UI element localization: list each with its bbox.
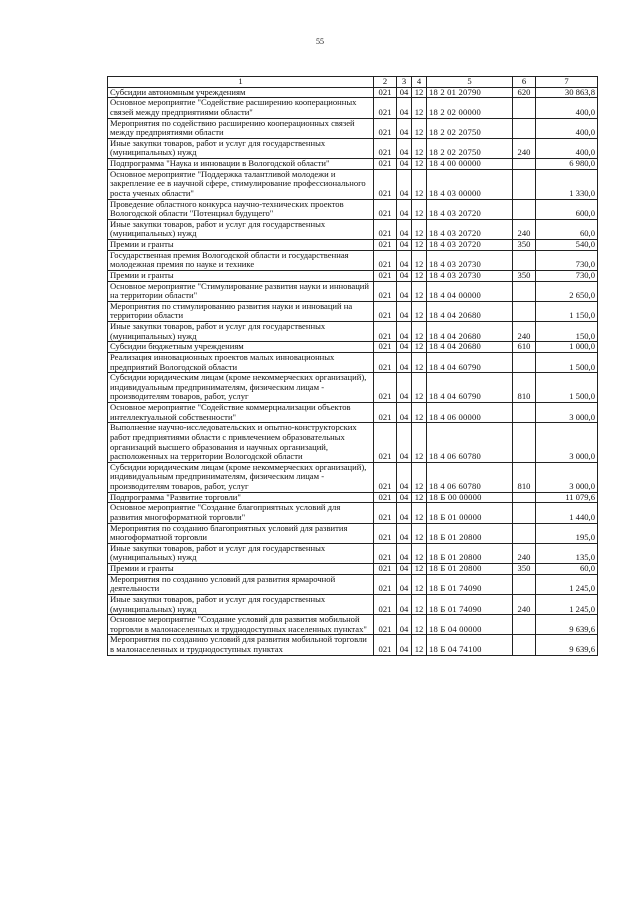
expense-type-cell: 610 <box>513 342 536 353</box>
subsection-code-cell: 12 <box>412 281 427 301</box>
section-code-cell: 04 <box>397 615 412 635</box>
subsection-code-cell: 12 <box>412 373 427 403</box>
row-name-cell: Основное мероприятие "Стимулирование развития науки и инноваций на территории области" <box>108 281 374 301</box>
grbs-code-cell: 021 <box>374 240 397 251</box>
subsection-code-cell: 12 <box>412 98 427 118</box>
row-name-cell: Иные закупки товаров, работ и услуг для государственных (муниципальных) нужд <box>108 219 374 239</box>
expense-type-cell: 350 <box>513 564 536 575</box>
target-article-cell: 18 Б 01 20800 <box>427 543 513 563</box>
target-article-cell: 18 4 03 20720 <box>427 199 513 219</box>
table-row <box>108 322 598 342</box>
section-code-cell: 04 <box>397 322 412 342</box>
row-name-cell: Основное мероприятие "Поддержка талантливой молодежи и закрепление ее в научной сфере, стимулирование профессионального роста ученых области" <box>108 169 374 199</box>
subsection-code-cell: 12 <box>412 635 427 655</box>
row-name-cell: Иные закупки товаров, работ и услуг для государственных (муниципальных) нужд <box>108 322 374 342</box>
section-code-cell: 04 <box>397 523 412 543</box>
row-name-cell: Мероприятия по созданию благоприятных условий для развития многоформатной торговли <box>108 523 374 543</box>
table-row <box>108 98 598 118</box>
column-header: 2 <box>374 77 397 88</box>
table-row <box>108 240 598 251</box>
grbs-code-cell: 021 <box>374 423 397 463</box>
section-code-cell: 04 <box>397 574 412 594</box>
subsection-code-cell: 12 <box>412 118 427 138</box>
expense-type-cell <box>513 250 536 270</box>
column-header: 7 <box>536 77 598 88</box>
subsection-code-cell: 12 <box>412 250 427 270</box>
section-code-cell: 04 <box>397 301 412 321</box>
section-code-cell: 04 <box>397 159 412 170</box>
amount-cell: 1 245,0 <box>536 574 598 594</box>
table-row <box>108 199 598 219</box>
amount-cell: 1 500,0 <box>536 352 598 372</box>
target-article-cell: 18 4 03 20730 <box>427 270 513 281</box>
section-code-cell: 04 <box>397 635 412 655</box>
table-row <box>108 219 598 239</box>
amount-cell: 195,0 <box>536 523 598 543</box>
target-article-cell: 18 4 04 00000 <box>427 281 513 301</box>
subsection-code-cell: 12 <box>412 564 427 575</box>
table-row <box>108 169 598 199</box>
target-article-cell: 18 4 04 20680 <box>427 342 513 353</box>
target-article-cell: 18 4 04 20680 <box>427 301 513 321</box>
amount-cell: 1 150,0 <box>536 301 598 321</box>
grbs-code-cell: 021 <box>374 199 397 219</box>
row-name-cell: Иные закупки товаров, работ и услуг для государственных (муниципальных) нужд <box>108 138 374 158</box>
amount-cell: 60,0 <box>536 564 598 575</box>
table-row <box>108 635 598 655</box>
subsection-code-cell: 12 <box>412 403 427 423</box>
table-row <box>108 250 598 270</box>
target-article-cell: 18 4 06 00000 <box>427 403 513 423</box>
table-row <box>108 301 598 321</box>
amount-cell: 3 000,0 <box>536 462 598 492</box>
section-code-cell: 04 <box>397 492 412 503</box>
grbs-code-cell: 021 <box>374 574 397 594</box>
grbs-code-cell: 021 <box>374 219 397 239</box>
expense-type-cell: 810 <box>513 462 536 492</box>
target-article-cell: 18 4 04 20680 <box>427 322 513 342</box>
amount-cell: 2 650,0 <box>536 281 598 301</box>
table-row <box>108 281 598 301</box>
subsection-code-cell: 12 <box>412 615 427 635</box>
section-code-cell: 04 <box>397 169 412 199</box>
expense-type-cell <box>513 169 536 199</box>
expense-type-cell <box>513 98 536 118</box>
subsection-code-cell: 12 <box>412 240 427 251</box>
expense-type-cell: 240 <box>513 138 536 158</box>
table-row <box>108 574 598 594</box>
expense-type-cell <box>513 574 536 594</box>
table-row <box>108 594 598 614</box>
section-code-cell: 04 <box>397 423 412 463</box>
expense-type-cell: 350 <box>513 240 536 251</box>
target-article-cell: 18 4 03 20720 <box>427 240 513 251</box>
target-article-cell: 18 2 02 00000 <box>427 98 513 118</box>
target-article-cell: 18 Б 01 00000 <box>427 503 513 523</box>
amount-cell: 730,0 <box>536 270 598 281</box>
grbs-code-cell: 021 <box>374 118 397 138</box>
section-code-cell: 04 <box>397 503 412 523</box>
subsection-code-cell: 12 <box>412 352 427 372</box>
table-row <box>108 423 598 463</box>
amount-cell: 150,0 <box>536 322 598 342</box>
target-article-cell: 18 Б 01 74090 <box>427 574 513 594</box>
row-name-cell: Иные закупки товаров, работ и услуг для государственных (муниципальных) нужд <box>108 594 374 614</box>
expense-type-cell <box>513 159 536 170</box>
section-code-cell: 04 <box>397 594 412 614</box>
row-name-cell: Иные закупки товаров, работ и услуг для государственных (муниципальных) нужд <box>108 543 374 563</box>
row-name-cell: Мероприятия по созданию условий для развития ярмарочной деятельности <box>108 574 374 594</box>
table-row <box>108 138 598 158</box>
amount-cell: 400,0 <box>536 98 598 118</box>
section-code-cell: 04 <box>397 199 412 219</box>
expense-type-cell <box>513 523 536 543</box>
column-header: 4 <box>412 77 427 88</box>
target-article-cell: 18 4 06 60780 <box>427 462 513 492</box>
amount-cell: 1 245,0 <box>536 594 598 614</box>
amount-cell: 135,0 <box>536 543 598 563</box>
target-article-cell: 18 4 03 20730 <box>427 250 513 270</box>
grbs-code-cell: 021 <box>374 159 397 170</box>
grbs-code-cell: 021 <box>374 403 397 423</box>
grbs-code-cell: 021 <box>374 301 397 321</box>
row-name-cell: Основное мероприятие "Создание условий для развития мобильной торговли в малонаселенных и труднодоступных населенных пунктах" <box>108 615 374 635</box>
row-name-cell: Мероприятия по созданию условий для развития мобильной торговли в малонаселенных и труднодоступных пунктах <box>108 635 374 655</box>
table-row <box>108 270 598 281</box>
grbs-code-cell: 021 <box>374 492 397 503</box>
section-code-cell: 04 <box>397 342 412 353</box>
row-name-cell: Премии и гранты <box>108 240 374 251</box>
grbs-code-cell: 021 <box>374 352 397 372</box>
row-name-cell: Подпрограмма "Наука и инновации в Вологодской области" <box>108 159 374 170</box>
row-name-cell: Премии и гранты <box>108 270 374 281</box>
section-code-cell: 04 <box>397 352 412 372</box>
row-name-cell: Субсидии юридическим лицам (кроме некоммерческих организаций), индивидуальным предпринимателям, физическим лицам - производителям товаров, работ, услуг <box>108 462 374 492</box>
grbs-code-cell: 021 <box>374 322 397 342</box>
subsection-code-cell: 12 <box>412 492 427 503</box>
grbs-code-cell: 021 <box>374 250 397 270</box>
table-row <box>108 352 598 372</box>
expense-type-cell: 240 <box>513 219 536 239</box>
table-row <box>108 523 598 543</box>
row-name-cell: Проведение областного конкурса научно-технических проектов Вологодской области "Потенциал будущего" <box>108 199 374 219</box>
section-code-cell: 04 <box>397 118 412 138</box>
subsection-code-cell: 12 <box>412 462 427 492</box>
subsection-code-cell: 12 <box>412 159 427 170</box>
row-name-cell: Государственная премия Вологодской области и государственная молодежная премия по науке и технике <box>108 250 374 270</box>
row-name-cell: Субсидии юридическим лицам (кроме некоммерческих организаций), индивидуальным предпринимателям, физическим лицам - производителям товаров, работ, услуг <box>108 373 374 403</box>
section-code-cell: 04 <box>397 138 412 158</box>
table-row <box>108 159 598 170</box>
amount-cell: 3 000,0 <box>536 423 598 463</box>
row-name-cell: Выполнение научно-исследовательских и опытно-конструкторских работ предприятиями области с привлечением образовательных организаций высшего образования и научных организаций, расположенных на территории Вологодской области <box>108 423 374 463</box>
expense-type-cell: 240 <box>513 322 536 342</box>
grbs-code-cell: 021 <box>374 543 397 563</box>
section-code-cell: 04 <box>397 240 412 251</box>
subsection-code-cell: 12 <box>412 523 427 543</box>
amount-cell: 1 500,0 <box>536 373 598 403</box>
subsection-code-cell: 12 <box>412 322 427 342</box>
table-body <box>108 87 598 655</box>
table-row <box>108 503 598 523</box>
amount-cell: 1 330,0 <box>536 169 598 199</box>
expense-type-cell <box>513 301 536 321</box>
subsection-code-cell: 12 <box>412 342 427 353</box>
table-header-row <box>108 77 598 88</box>
grbs-code-cell: 021 <box>374 138 397 158</box>
column-header: 3 <box>397 77 412 88</box>
table-row <box>108 118 598 138</box>
grbs-code-cell: 021 <box>374 169 397 199</box>
row-name-cell: Основное мероприятие "Создание благоприятных условий для развития многоформатной торговли" <box>108 503 374 523</box>
section-code-cell: 04 <box>397 98 412 118</box>
section-code-cell: 04 <box>397 270 412 281</box>
amount-cell: 9 639,6 <box>536 615 598 635</box>
section-code-cell: 04 <box>397 281 412 301</box>
subsection-code-cell: 12 <box>412 503 427 523</box>
subsection-code-cell: 12 <box>412 219 427 239</box>
row-name-cell: Подпрограмма "Развитие торговли" <box>108 492 374 503</box>
expense-type-cell: 810 <box>513 373 536 403</box>
row-name-cell: Мероприятия по содействию расширению кооперационных связей между предприятиями области <box>108 118 374 138</box>
amount-cell: 6 980,0 <box>536 159 598 170</box>
expense-type-cell <box>513 615 536 635</box>
table-row <box>108 564 598 575</box>
target-article-cell: 18 Б 04 00000 <box>427 615 513 635</box>
target-article-cell: 18 2 01 20790 <box>427 87 513 98</box>
row-name-cell: Основное мероприятие "Содействие коммерциализации объектов интеллектуальной собственности" <box>108 403 374 423</box>
grbs-code-cell: 021 <box>374 342 397 353</box>
target-article-cell: 18 2 02 20750 <box>427 138 513 158</box>
row-name-cell: Реализация инновационных проектов малых инновационных предприятий Вологодской области <box>108 352 374 372</box>
grbs-code-cell: 021 <box>374 281 397 301</box>
row-name-cell: Основное мероприятие "Содействие расширению кооперационных связей между предприятиями области" <box>108 98 374 118</box>
amount-cell: 30 863,8 <box>536 87 598 98</box>
subsection-code-cell: 12 <box>412 301 427 321</box>
expense-type-cell <box>513 403 536 423</box>
expense-type-cell <box>513 118 536 138</box>
target-article-cell: 18 Б 04 74100 <box>427 635 513 655</box>
amount-cell: 1 000,0 <box>536 342 598 353</box>
grbs-code-cell: 021 <box>374 270 397 281</box>
expense-type-cell: 240 <box>513 543 536 563</box>
amount-cell: 1 440,0 <box>536 503 598 523</box>
target-article-cell: 18 4 04 60790 <box>427 352 513 372</box>
subsection-code-cell: 12 <box>412 423 427 463</box>
expense-type-cell <box>513 281 536 301</box>
expense-type-cell <box>513 352 536 372</box>
subsection-code-cell: 12 <box>412 199 427 219</box>
table-row <box>108 492 598 503</box>
row-name-cell: Субсидии автономным учреждениям <box>108 87 374 98</box>
grbs-code-cell: 021 <box>374 594 397 614</box>
table-row <box>108 403 598 423</box>
grbs-code-cell: 021 <box>374 615 397 635</box>
section-code-cell: 04 <box>397 219 412 239</box>
table-row <box>108 615 598 635</box>
column-header: 1 <box>108 77 374 88</box>
section-code-cell: 04 <box>397 87 412 98</box>
section-code-cell: 04 <box>397 250 412 270</box>
grbs-code-cell: 021 <box>374 87 397 98</box>
expense-type-cell: 620 <box>513 87 536 98</box>
column-header: 6 <box>513 77 536 88</box>
table-row <box>108 373 598 403</box>
subsection-code-cell: 12 <box>412 543 427 563</box>
expense-type-cell: 350 <box>513 270 536 281</box>
expense-type-cell <box>513 199 536 219</box>
amount-cell: 11 079,6 <box>536 492 598 503</box>
page-number: 55 <box>316 37 324 46</box>
expense-type-cell <box>513 635 536 655</box>
grbs-code-cell: 021 <box>374 98 397 118</box>
target-article-cell: 18 4 00 00000 <box>427 159 513 170</box>
subsection-code-cell: 12 <box>412 574 427 594</box>
table-row <box>108 87 598 98</box>
amount-cell: 60,0 <box>536 219 598 239</box>
section-code-cell: 04 <box>397 403 412 423</box>
subsection-code-cell: 12 <box>412 138 427 158</box>
table-row <box>108 543 598 563</box>
table-row <box>108 462 598 492</box>
grbs-code-cell: 021 <box>374 523 397 543</box>
subsection-code-cell: 12 <box>412 270 427 281</box>
target-article-cell: 18 4 04 60790 <box>427 373 513 403</box>
table-row <box>108 342 598 353</box>
grbs-code-cell: 021 <box>374 564 397 575</box>
budget-table <box>107 76 598 656</box>
target-article-cell: 18 Б 01 74090 <box>427 594 513 614</box>
target-article-cell: 18 Б 01 20800 <box>427 523 513 543</box>
target-article-cell: 18 Б 00 00000 <box>427 492 513 503</box>
section-code-cell: 04 <box>397 462 412 492</box>
expense-type-cell <box>513 492 536 503</box>
amount-cell: 540,0 <box>536 240 598 251</box>
grbs-code-cell: 021 <box>374 635 397 655</box>
grbs-code-cell: 021 <box>374 373 397 403</box>
expense-type-cell <box>513 503 536 523</box>
grbs-code-cell: 021 <box>374 503 397 523</box>
grbs-code-cell: 021 <box>374 462 397 492</box>
subsection-code-cell: 12 <box>412 594 427 614</box>
row-name-cell: Мероприятия по стимулированию развития науки и инноваций на территории области <box>108 301 374 321</box>
section-code-cell: 04 <box>397 564 412 575</box>
expense-type-cell <box>513 423 536 463</box>
column-header: 5 <box>427 77 513 88</box>
subsection-code-cell: 12 <box>412 87 427 98</box>
amount-cell: 9 639,6 <box>536 635 598 655</box>
row-name-cell: Премии и гранты <box>108 564 374 575</box>
section-code-cell: 04 <box>397 543 412 563</box>
amount-cell: 400,0 <box>536 138 598 158</box>
target-article-cell: 18 4 06 60780 <box>427 423 513 463</box>
amount-cell: 600,0 <box>536 199 598 219</box>
target-article-cell: 18 2 02 20750 <box>427 118 513 138</box>
target-article-cell: 18 4 03 20720 <box>427 219 513 239</box>
row-name-cell: Субсидии бюджетным учреждениям <box>108 342 374 353</box>
expense-type-cell: 240 <box>513 594 536 614</box>
subsection-code-cell: 12 <box>412 169 427 199</box>
amount-cell: 400,0 <box>536 118 598 138</box>
section-code-cell: 04 <box>397 373 412 403</box>
amount-cell: 730,0 <box>536 250 598 270</box>
amount-cell: 3 000,0 <box>536 403 598 423</box>
target-article-cell: 18 4 03 00000 <box>427 169 513 199</box>
target-article-cell: 18 Б 01 20800 <box>427 564 513 575</box>
